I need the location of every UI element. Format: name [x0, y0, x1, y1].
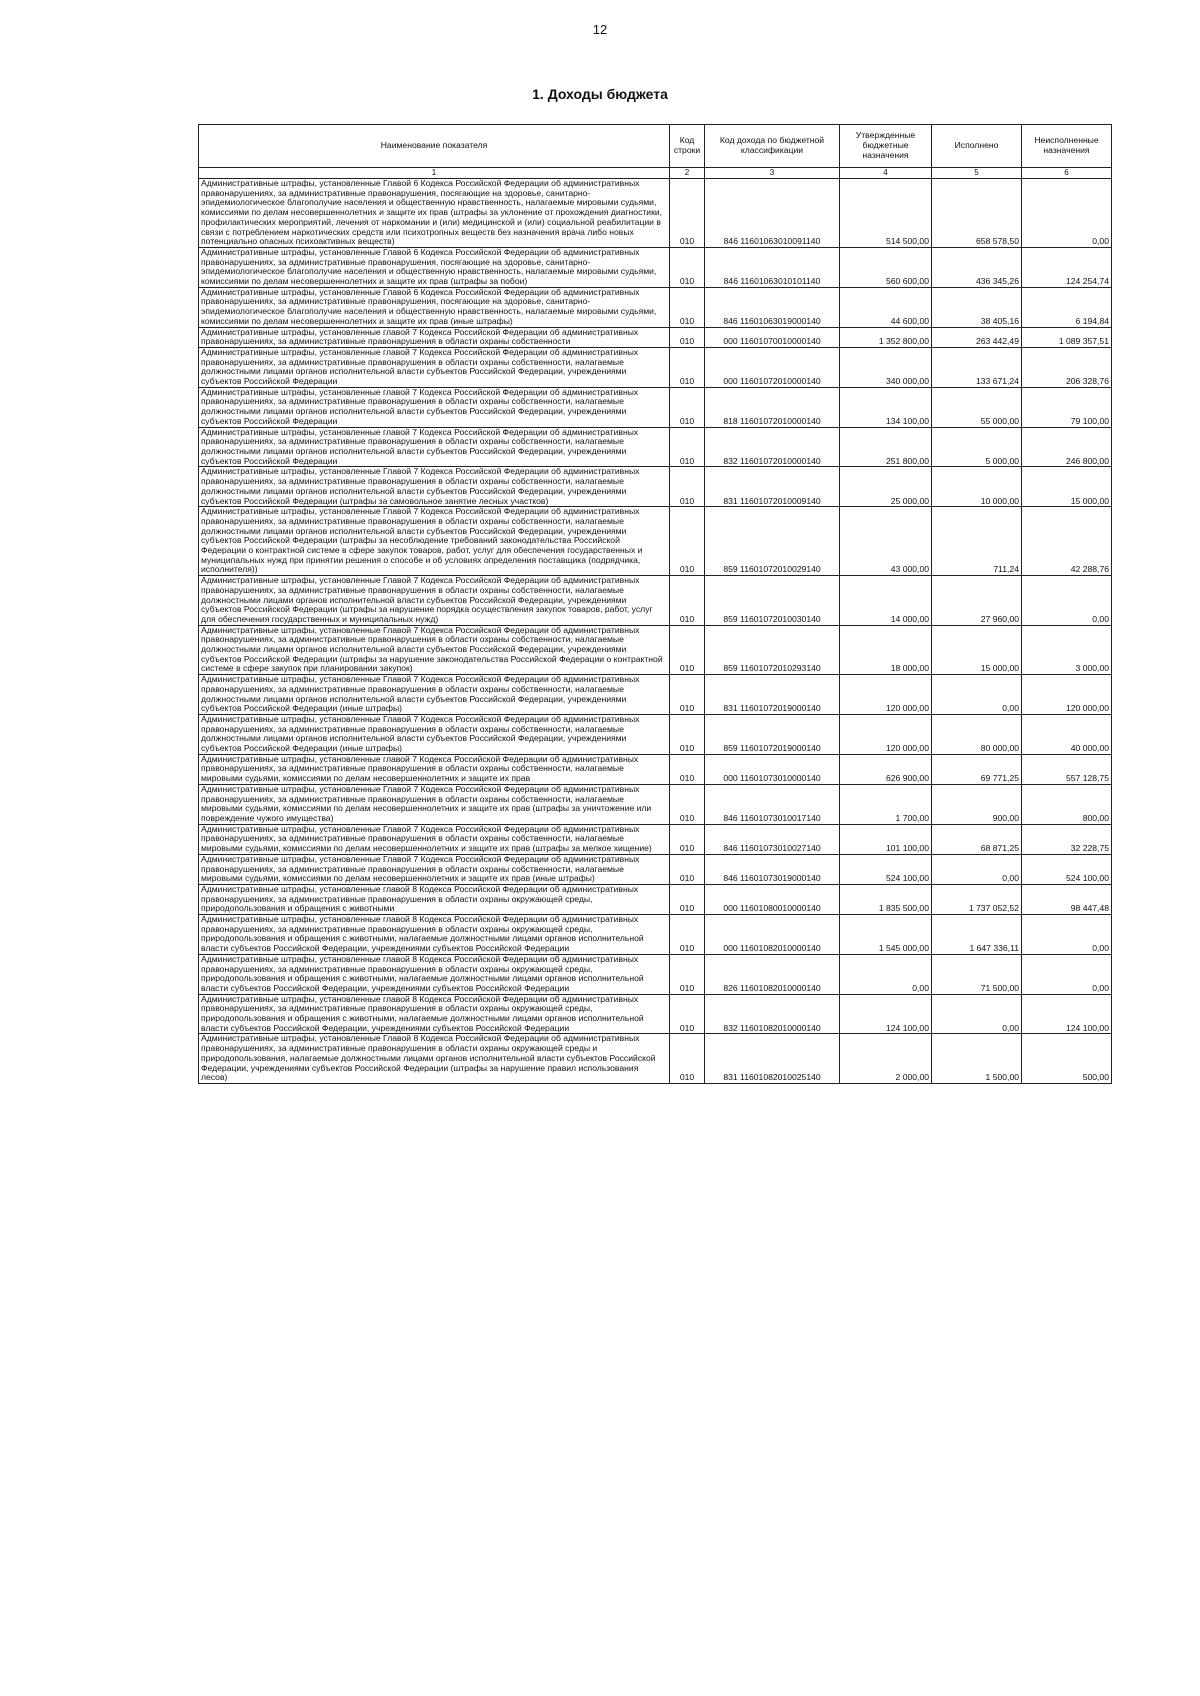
- row-kbk: 846 11601063019000140: [705, 287, 840, 327]
- row-name: Административные штрафы, установленные Главой 7 Кодекса Российской Федерации об административных правонарушениях, за административные правонарушения в области охраны собственности, налагаемые должностными лицами органов исполнительной власти субъектов Российской Федерации, учреждениями субъектов Российской Федерации (штрафы за несоблюдение требований законодательства Российской Федерации о контрактной системе в сфере закупок товаров, работ, услуг для обеспечения государственных и муниципальных нужд при принятии решения о способе и об условиях определения поставщика (подрядчика, исполнителя)): [199, 507, 670, 576]
- row-kbk: 826 11601082010000140: [705, 954, 840, 994]
- row-approved: 18 000,00: [840, 625, 932, 675]
- row-approved: 1 352 800,00: [840, 327, 932, 347]
- column-number: 3: [705, 168, 840, 179]
- row-approved: 120 000,00: [840, 714, 932, 754]
- row-name: Административные штрафы, установленные главой 8 Кодекса Российской Федерации об административных правонарушениях, за административные правонарушения в области охраны окружающей среды, природопользования и обращения с животными, налагаемые должностными лицами органов исполнительной власти субъектов Российской Федерации, учреждениями субъектов Российской Федерации: [199, 915, 670, 955]
- row-name: Административные штрафы, установленные главой 8 Кодекса Российской Федерации об административных правонарушениях, за административные правонарушения в области охраны окружающей среды, природопользования и обращения с животными: [199, 884, 670, 914]
- table-row: [199, 387, 1112, 427]
- row-executed: 27 960,00: [932, 576, 1022, 626]
- row-executed: 0,00: [932, 994, 1022, 1034]
- row-executed: 711,24: [932, 507, 1022, 576]
- row-approved: 120 000,00: [840, 675, 932, 715]
- row-unexecuted: 246 800,00: [1022, 427, 1112, 467]
- row-code: 010: [670, 576, 705, 626]
- row-name: Административные штрафы, установленные Главой 7 Кодекса Российской Федерации об административных правонарушениях, за административные правонарушения в области охраны собственности, налагаемые должностными лицами органов исполнительной власти субъектов Российской Федерации, учреждениями субъектов Российской Федерации (иные штрафы): [199, 675, 670, 715]
- row-kbk: 859 11601072010293140: [705, 625, 840, 675]
- row-name: Административные штрафы, установленные главой 7 Кодекса Российской Федерации об административных правонарушениях, за административные правонарушения в области охраны собственности: [199, 327, 670, 347]
- row-name: Административные штрафы, установленные главой 7 Кодекса Российской Федерации об административных правонарушениях, за административные правонарушения в области охраны собственности, налагаемые должностными лицами органов исполнительной власти субъектов Российской Федерации, учреждениями субъектов Российской Федерации: [199, 347, 670, 387]
- row-name: Административные штрафы, установленные Главой 7 Кодекса Российской Федерации об административных правонарушениях, за административные правонарушения в области охраны собственности, налагаемые должностными лицами органов исполнительной власти субъектов Российской Федерации, учреждениями субъектов Российской Федерации (штрафы за самовольное занятие лесных участков): [199, 467, 670, 507]
- row-unexecuted: 124 254,74: [1022, 247, 1112, 287]
- column-number: 6: [1022, 168, 1112, 179]
- row-kbk: 846 11601063010101140: [705, 247, 840, 287]
- row-code: 010: [670, 247, 705, 287]
- row-code: 010: [670, 1034, 705, 1084]
- row-unexecuted: 500,00: [1022, 1034, 1112, 1084]
- row-executed: 900,00: [932, 784, 1022, 824]
- row-kbk: 000 11601070010000140: [705, 327, 840, 347]
- section-title: 1. Доходы бюджета: [532, 86, 668, 102]
- row-code: 010: [670, 754, 705, 784]
- row-name: Административные штрафы, установленные Главой 7 Кодекса Российской Федерации об административных правонарушениях, за административные правонарушения в области охраны собственности, налагаемые мировыми судьями, комиссиями по делам несовершеннолетних и защите их прав (штрафы за уничтожение или повреждение чужого имущества): [199, 784, 670, 824]
- row-executed: 71 500,00: [932, 954, 1022, 994]
- row-executed: 80 000,00: [932, 714, 1022, 754]
- row-unexecuted: 0,00: [1022, 576, 1112, 626]
- row-unexecuted: 557 128,75: [1022, 754, 1112, 784]
- table-row: [199, 347, 1112, 387]
- row-executed: 263 442,49: [932, 327, 1022, 347]
- table-row: [199, 884, 1112, 914]
- header-approved: Утвержденные бюджетные назначения: [840, 125, 932, 168]
- row-approved: 14 000,00: [840, 576, 932, 626]
- row-name: Административные штрафы, установленные Главой 7 Кодекса Российской Федерации об административных правонарушениях, за административные правонарушения в области охраны собственности, налагаемые должностными лицами органов исполнительной власти субъектов Российской Федерации, учреждениями субъектов Российской Федерации (иные штрафы): [199, 714, 670, 754]
- table-row: [199, 576, 1112, 626]
- row-code: 010: [670, 287, 705, 327]
- row-executed: 436 345,26: [932, 247, 1022, 287]
- row-executed: 55 000,00: [932, 387, 1022, 427]
- row-approved: 44 600,00: [840, 287, 932, 327]
- row-code: 010: [670, 387, 705, 427]
- row-code: 010: [670, 327, 705, 347]
- row-code: 010: [670, 994, 705, 1034]
- table-row: [199, 854, 1112, 884]
- row-approved: 124 100,00: [840, 994, 932, 1034]
- row-executed: 1 500,00: [932, 1034, 1022, 1084]
- row-executed: 5 000,00: [932, 427, 1022, 467]
- row-executed: 658 578,50: [932, 179, 1022, 248]
- row-executed: 38 405,16: [932, 287, 1022, 327]
- row-code: 010: [670, 824, 705, 854]
- row-executed: 15 000,00: [932, 625, 1022, 675]
- row-code: 010: [670, 507, 705, 576]
- row-name: Административные штрафы, установленные главой 8 Кодекса Российской Федерации об административных правонарушениях, за административные правонарушения в области охраны окружающей среды, природопользования и обращения с животными, налагаемые должностными лицами органов исполнительной власти субъектов Российской Федерации, учреждениями субъектов Российской Федерации: [199, 954, 670, 994]
- row-kbk: 846 11601063010091140: [705, 179, 840, 248]
- table-row: [199, 994, 1112, 1034]
- row-name: Административные штрафы, установленные Главой 7 Кодекса Российской Федерации об административных правонарушениях, за административные правонарушения в области охраны собственности, налагаемые мировыми судьями, комиссиями по делам несовершеннолетних и защите их прав (штрафы за мелкое хищение): [199, 824, 670, 854]
- row-executed: 68 871,25: [932, 824, 1022, 854]
- row-unexecuted: 98 447,48: [1022, 884, 1112, 914]
- row-unexecuted: 3 000,00: [1022, 625, 1112, 675]
- row-approved: 251 800,00: [840, 427, 932, 467]
- row-approved: 560 600,00: [840, 247, 932, 287]
- row-approved: 340 000,00: [840, 347, 932, 387]
- row-unexecuted: 0,00: [1022, 954, 1112, 994]
- row-approved: 25 000,00: [840, 467, 932, 507]
- budget-revenue-table: [198, 124, 1112, 1084]
- row-executed: 1 647 336,11: [932, 915, 1022, 955]
- table-row: [199, 824, 1112, 854]
- row-unexecuted: 0,00: [1022, 915, 1112, 955]
- row-kbk: 831 11601082010025140: [705, 1034, 840, 1084]
- row-kbk: 832 11601072010000140: [705, 427, 840, 467]
- page-number: 12: [592, 22, 608, 37]
- row-approved: 626 900,00: [840, 754, 932, 784]
- row-kbk: 846 11601073019000140: [705, 854, 840, 884]
- header-unexecuted: Неисполненные назначения: [1022, 125, 1112, 168]
- row-code: 010: [670, 854, 705, 884]
- column-number: 5: [932, 168, 1022, 179]
- table-row: [199, 327, 1112, 347]
- row-name: Административные штрафы, установленные Главой 7 Кодекса Российской Федерации об административных правонарушениях, за административные правонарушения в области охраны собственности, налагаемые должностными лицами органов исполнительной власти субъектов Российской Федерации, учреждениями субъектов Российской Федерации (штрафы за нарушение законодательства Российской Федерации о контрактной системе в сфере закупок при планировании закупок): [199, 625, 670, 675]
- row-executed: 1 737 052,52: [932, 884, 1022, 914]
- row-unexecuted: 0,00: [1022, 179, 1112, 248]
- row-approved: 1 700,00: [840, 784, 932, 824]
- row-kbk: 859 11601072019000140: [705, 714, 840, 754]
- row-approved: 43 000,00: [840, 507, 932, 576]
- row-unexecuted: 42 288,76: [1022, 507, 1112, 576]
- row-code: 010: [670, 427, 705, 467]
- row-kbk: 846 11601073010017140: [705, 784, 840, 824]
- row-unexecuted: 1 089 357,51: [1022, 327, 1112, 347]
- row-kbk: 831 11601072019000140: [705, 675, 840, 715]
- row-name: Административные штрафы, установленные главой 8 Кодекса Российской Федерации об административных правонарушениях, за административные правонарушения в области охраны окружающей среды, природопользования и обращения с животными, налагаемые должностными лицами органов исполнительной власти субъектов Российской Федерации, учреждениями субъектов Российской Федерации: [199, 994, 670, 1034]
- row-executed: 69 771,25: [932, 754, 1022, 784]
- header-executed: Исполнено: [932, 125, 1022, 168]
- row-unexecuted: 15 000,00: [1022, 467, 1112, 507]
- row-code: 010: [670, 784, 705, 824]
- row-kbk: 818 11601072010000140: [705, 387, 840, 427]
- row-kbk: 831 11601072010009140: [705, 467, 840, 507]
- row-name: Административные штрафы, установленные Главой 7 Кодекса Российской Федерации об административных правонарушениях, за административные правонарушения в области охраны собственности, налагаемые должностными лицами органов исполнительной власти субъектов Российской Федерации, учреждениями субъектов Российской Федерации (штрафы за нарушение порядка осуществления закупок товаров, работ, услуг для обеспечения государственных и муниципальных нужд): [199, 576, 670, 626]
- row-unexecuted: 120 000,00: [1022, 675, 1112, 715]
- table-row: [199, 954, 1112, 994]
- row-unexecuted: 800,00: [1022, 784, 1112, 824]
- row-unexecuted: 206 328,76: [1022, 347, 1112, 387]
- row-approved: 524 100,00: [840, 854, 932, 884]
- row-approved: 0,00: [840, 954, 932, 994]
- row-code: 010: [670, 179, 705, 248]
- row-executed: 0,00: [932, 675, 1022, 715]
- row-name: Административные штрафы, установленные Главой 6 Кодекса Российской Федерации об административных правонарушениях, за административные правонарушения, посягающие на здоровье, санитарно-эпидемиологическое благополучие населения и общественную нравственность, налагаемые мировыми судьями, комиссиями по делам несовершеннолетних и защите их прав (иные штрафы): [199, 287, 670, 327]
- row-unexecuted: 32 228,75: [1022, 824, 1112, 854]
- row-kbk: 000 11601073010000140: [705, 754, 840, 784]
- table-row: [199, 427, 1112, 467]
- table-row: [199, 784, 1112, 824]
- column-number: 2: [670, 168, 705, 179]
- row-unexecuted: 79 100,00: [1022, 387, 1112, 427]
- row-name: Административные штрафы, установленные главой 7 Кодекса Российской Федерации об административных правонарушениях, за административные правонарушения в области охраны собственности, налагаемые мировыми судьями, комиссиями по делам несовершеннолетних и защите их прав: [199, 754, 670, 784]
- table-row: [199, 625, 1112, 675]
- row-unexecuted: 6 194,84: [1022, 287, 1112, 327]
- row-name: Административные штрафы, установленные главой 7 Кодекса Российской Федерации об административных правонарушениях, за административные правонарушения в области охраны собственности, налагаемые должностными лицами органов исполнительной власти субъектов Российской Федерации, учреждениями субъектов Российской Федерации: [199, 427, 670, 467]
- row-unexecuted: 524 100,00: [1022, 854, 1112, 884]
- table-row: [199, 714, 1112, 754]
- row-kbk: 859 11601072010029140: [705, 507, 840, 576]
- header-name: Наименование показателя: [199, 125, 670, 168]
- row-executed: 0,00: [932, 854, 1022, 884]
- row-approved: 1 835 500,00: [840, 884, 932, 914]
- table-row: [199, 675, 1112, 715]
- table-body: [199, 179, 1112, 1084]
- table-row: [199, 507, 1112, 576]
- row-name: Административные штрафы, установленные Главой 6 Кодекса Российской Федерации об административных правонарушениях, за административные правонарушения, посягающие на здоровье, санитарно-эпидемиологическое благополучие населения и общественную нравственность, налагаемые мировыми судьями, комиссиями по делам несовершеннолетних и защите их прав (штрафы за побои): [199, 247, 670, 287]
- row-kbk: 859 11601072010030140: [705, 576, 840, 626]
- table-row: [199, 754, 1112, 784]
- table-row: [199, 247, 1112, 287]
- row-name: Административные штрафы, установленные Главой 7 Кодекса Российской Федерации об административных правонарушениях, за административные правонарушения в области охраны собственности, налагаемые мировыми судьями, комиссиями по делам несовершеннолетних и защите их прав (иные штрафы): [199, 854, 670, 884]
- row-executed: 133 671,24: [932, 347, 1022, 387]
- table-row: [199, 1034, 1112, 1084]
- row-code: 010: [670, 915, 705, 955]
- table-row: [199, 287, 1112, 327]
- row-approved: 2 000,00: [840, 1034, 932, 1084]
- row-kbk: 000 11601080010000140: [705, 884, 840, 914]
- row-code: 010: [670, 467, 705, 507]
- row-approved: 101 100,00: [840, 824, 932, 854]
- column-number: 4: [840, 168, 932, 179]
- row-unexecuted: 40 000,00: [1022, 714, 1112, 754]
- row-code: 010: [670, 675, 705, 715]
- row-name: Административные штрафы, установленные Главой 8 Кодекса Российской Федерации об административных правонарушениях, за административные правонарушения в области охраны окружающей среды и природопользования, налагаемые должностными лицами органов исполнительной власти субъектов Российской Федерации, учреждениями субъектов Российской Федерации (штрафы за нарушение правил использования лесов): [199, 1034, 670, 1084]
- row-approved: 134 100,00: [840, 387, 932, 427]
- row-code: 010: [670, 714, 705, 754]
- row-code: 010: [670, 954, 705, 994]
- table-row: [199, 467, 1112, 507]
- column-number-row: [199, 168, 1112, 179]
- row-code: 010: [670, 347, 705, 387]
- row-kbk: 000 11601082010000140: [705, 915, 840, 955]
- row-kbk: 846 11601073010027140: [705, 824, 840, 854]
- row-kbk: 832 11601082010000140: [705, 994, 840, 1034]
- table-header-row: [199, 125, 1112, 168]
- table-row: [199, 915, 1112, 955]
- row-approved: 1 545 000,00: [840, 915, 932, 955]
- header-row-code: Код строки: [670, 125, 705, 168]
- row-code: 010: [670, 625, 705, 675]
- row-unexecuted: 124 100,00: [1022, 994, 1112, 1034]
- column-number: 1: [199, 168, 670, 179]
- table-row: [199, 179, 1112, 248]
- row-name: Административные штрафы, установленные Главой 6 Кодекса Российской Федерации об административных правонарушениях, за административные правонарушения, посягающие на здоровье, санитарно-эпидемиологическое благополучие населения и общественную нравственность, налагаемые мировыми судьями, комиссиями по делам несовершеннолетних и защите их прав (штрафы за уклонение от прохождения диагностики, профилактических мероприятий, лечения от наркомании и (или) медицинской и (или) социальной реабилитации в связи с потреблением наркотических средств или психотропных веществ без назначения врача либо новых потенциально опасных психоактивных веществ): [199, 179, 670, 248]
- header-kbk: Код дохода по бюджетной классификации: [705, 125, 840, 168]
- row-approved: 514 500,00: [840, 179, 932, 248]
- row-name: Административные штрафы, установленные главой 7 Кодекса Российской Федерации об административных правонарушениях, за административные правонарушения в области охраны собственности, налагаемые должностными лицами органов исполнительной власти субъектов Российской Федерации, учреждениями субъектов Российской Федерации: [199, 387, 670, 427]
- row-kbk: 000 11601072010000140: [705, 347, 840, 387]
- row-code: 010: [670, 884, 705, 914]
- row-executed: 10 000,00: [932, 467, 1022, 507]
